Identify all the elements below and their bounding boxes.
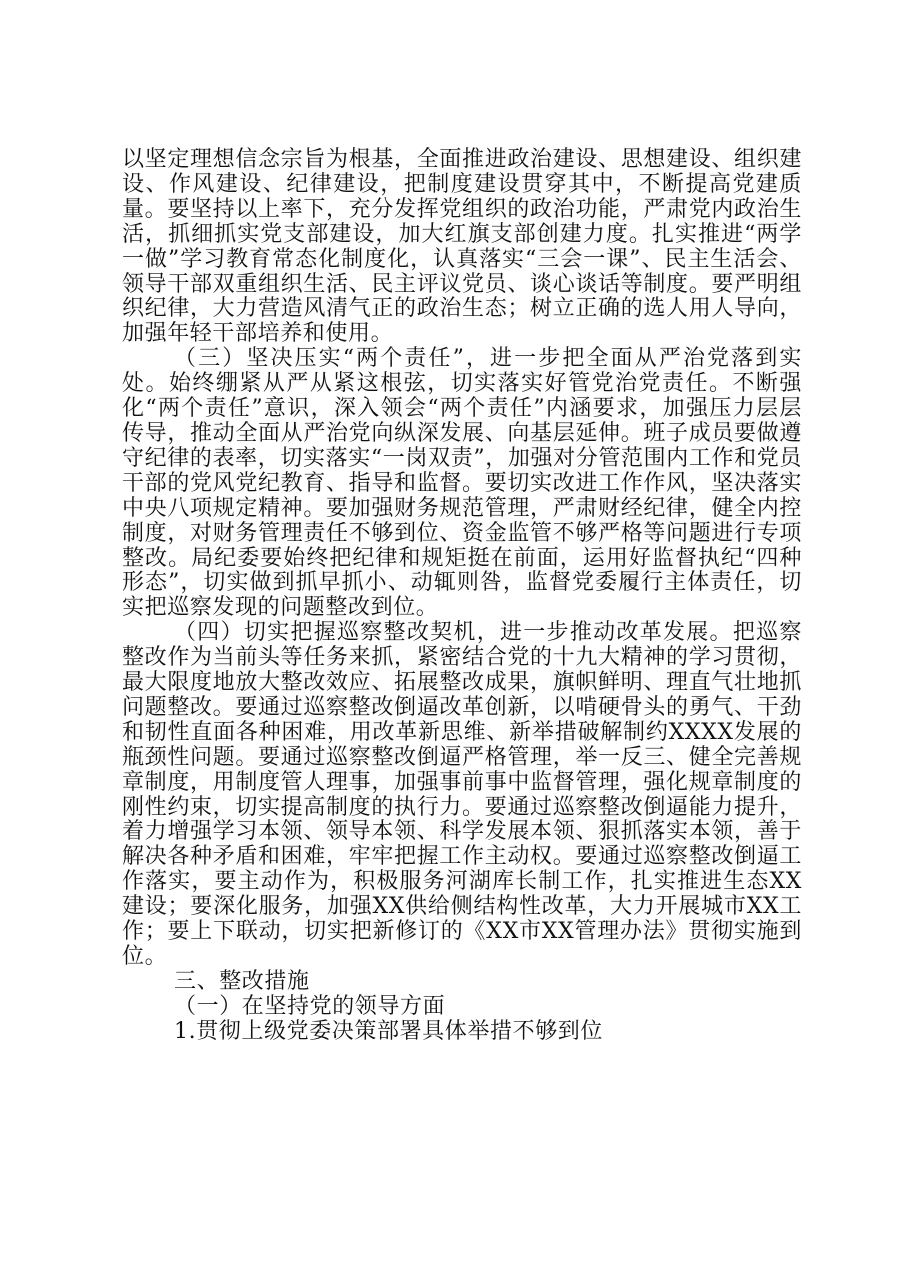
paragraph-party-building: 以坚定理想信念宗旨为根基，全面推进政治建设、思想建设、组织建设、作风建设、纪律建设，把制度建设贯穿其中，不断提高党建质量。要坚持以上率下，充分发挥党组织的政治功能，严肃党内政治生活，抓细抓实党支部建设，加大红旗支部创建力度。扎实推进“两学一做”学习教育常态化制度化，认真落实“三会一课”、民主生活会、领导干部双重组织生活、民主评议党员、谈心谈话等制度。要严明组织纪律，大力营造风清气正的政治生态；树立正确的选人用人导向，加强年轻干部培养和使用。 xyxy=(122,147,802,347)
paragraph-reform-development: （四）切实把握巡察整改契机，进一步推动改革发展。把巡察整改作为当前头等任务来抓，紧密结合党的十九大精神的学习贯彻，最大限度地放大整改效应、拓展整改成果，旗帜鲜明、理直气壮地抓问题整改。要通过巡察整改倒逼改革创新，以啃硬骨头的勇气、干劲和韧性直面各种困难，用改革新思维、新举措破解制约XXXX发展的瓶颈性问题。要通过巡察整改倒逼严格管理，举一反三、健全完善规章制度，用制度管人理事，加强事前事中监督管理，强化规章制度的刚性约束，切实提高制度的执行力。要通过巡察整改倒逼能力提升，着力增强学习本领、领导本领、科学发展本领、狠抓落实本领，善于解决各种矛盾和困难，牢牢把握工作主动权。要通过巡察整改倒逼工作落实，要主动作为，积极服务河湖库长制工作，扎实推进生态XX建设；要深化服务，加强XX供给侧结构性改革，大力开展城市XX工作；要上下联动，切实把新修订的《XX市XX管理办法》贯彻实施到位。 xyxy=(122,620,802,969)
subsection-heading-party-leadership: （一）在坚持党的领导方面 xyxy=(174,993,446,1019)
section-heading-rectification-measures: 三、整改措施 xyxy=(174,968,310,994)
item-heading-implementation: 1.贯彻上级党委决策部署具体举措不够到位 xyxy=(174,1018,603,1044)
document-body xyxy=(122,148,802,1045)
paragraph-two-responsibilities: （三）坚决压实“两个责任”，进一步把全面从严治党落到实处。始终绷紧从严从紧这根弦，切实落实好管党治党责任。不断强化“两个责任”意识，深入领会“两个责任”内涵要求，加强压力层层传导，推动全面从严治党向纵深发展、向基层延伸。班子成员要做遵守纪律的表率，切实落实“一岗双责”，加强对分管范围内工作和党员干部的党风党纪教育、指导和监督。要切实改进工作作风，坚决落实中央八项规定精神。要加强财务规范管理，严肃财经纪律，健全内控制度，对财务管理责任不够到位、资金监管不够严格等问题进行专项整改。局纪委要始终把纪律和规矩挺在前面，运用好监督执纪“四种形态”，切实做到抓早抓小、动辄则咎，监督党委履行主体责任，切实把巡察发现的问题整改到位。 xyxy=(122,346,802,621)
